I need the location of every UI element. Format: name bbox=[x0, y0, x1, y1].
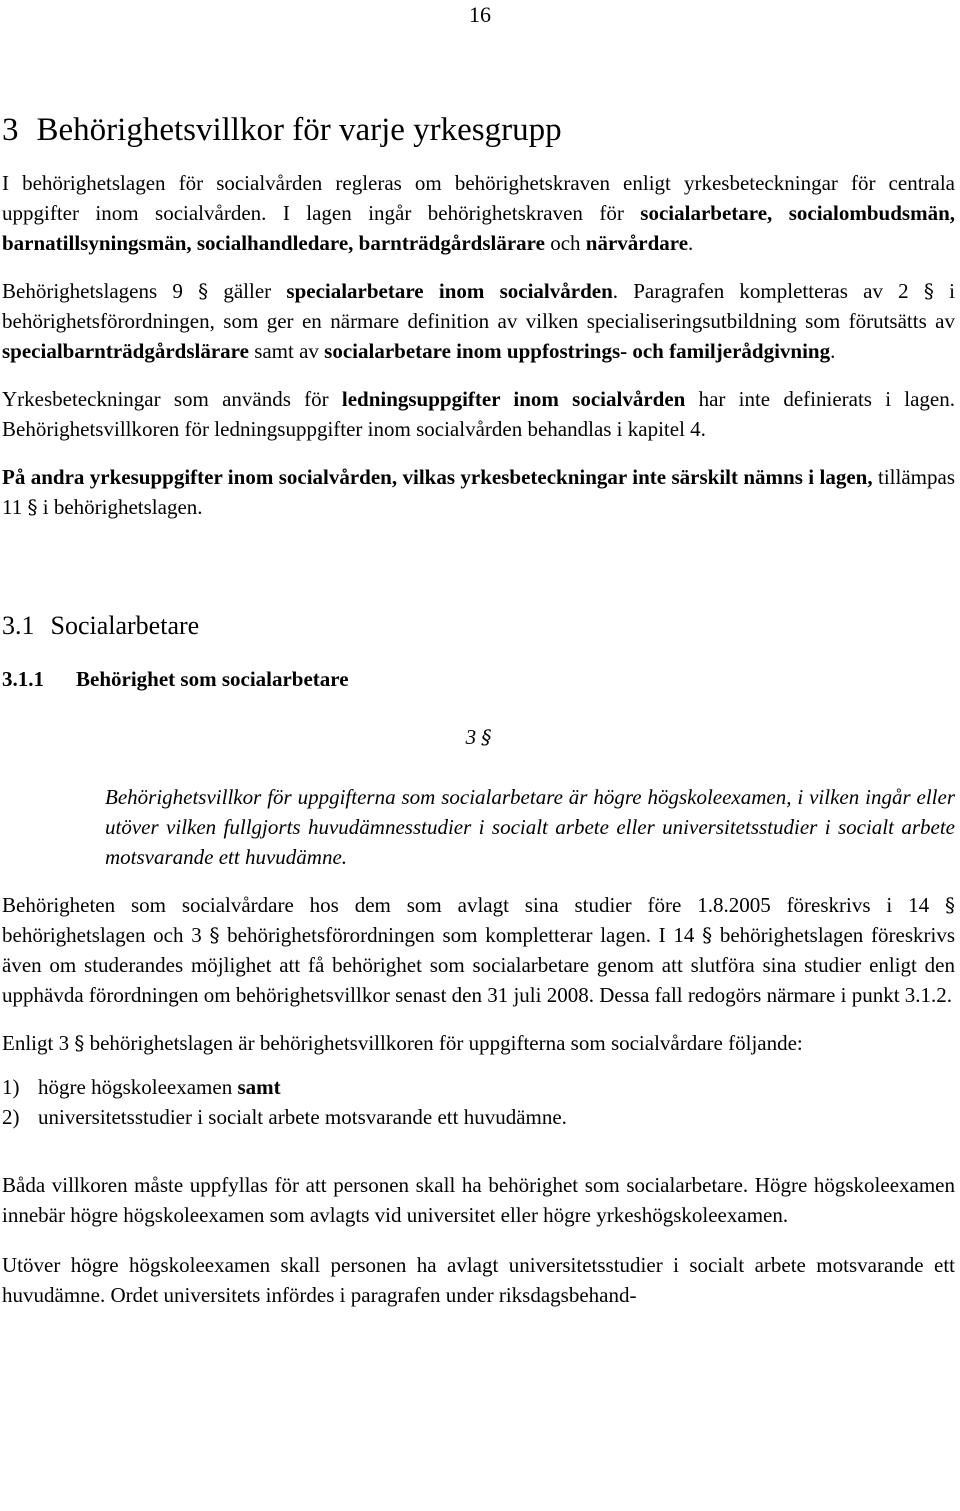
text-run: behörighetsförordningen som kompletterar lagen. I 14 bbox=[219, 923, 703, 947]
text-run: Behörighetslagens 9 bbox=[2, 279, 199, 303]
paragraph-specialarbetare bbox=[2, 276, 955, 366]
text-run: samt av bbox=[248, 339, 325, 363]
text-run: I behörighetslagen för socialvården regleras om behörighetskraven enligt yrkesbeteckningar för centrala uppgifter inom socialvården. I lagen ingår behörighetskraven för bbox=[2, 171, 955, 225]
section-sign: § bbox=[198, 279, 209, 303]
bold-run: ledningsuppgifter inom socialvården bbox=[341, 387, 686, 411]
bold-run: närvårdare bbox=[585, 231, 689, 255]
list-item bbox=[2, 1072, 955, 1102]
section-heading bbox=[2, 610, 955, 642]
text-run: . bbox=[830, 339, 836, 363]
subsection-heading bbox=[2, 664, 955, 694]
bold-run: specialbarnträdgårdslärare bbox=[2, 339, 249, 363]
chapter-title: Behörighetsvillkor för varje yrkesgrupp bbox=[36, 112, 562, 148]
section-number: 3.1 bbox=[2, 611, 35, 640]
paragraph-ledningsuppgifter bbox=[2, 384, 955, 444]
text-run: Yrkesbeteckningar som används för bbox=[2, 387, 342, 411]
section-sign: § bbox=[923, 279, 934, 303]
bold-run: specialarbetare inom socialvården bbox=[286, 279, 613, 303]
bold-run: socialarbetare, socialombudsmän, barnatillsyningsmän, socialhandledare, barnträdgårdslärare bbox=[2, 201, 955, 255]
subsection-number: 3.1.1 bbox=[2, 667, 44, 691]
list-item bbox=[2, 1102, 955, 1132]
chapter-heading bbox=[2, 110, 955, 150]
paragraph-andra-yrkesuppgifter bbox=[2, 462, 955, 522]
paragraph-utover: Utöver högre högskoleexamen skall personen ha avlagt universitetsstudier i socialt arbete motsvarande ett huvudämne. Ordet universitets infördes i paragrafen under riksdagsbehand- bbox=[2, 1253, 955, 1307]
law-paragraph-digit: 3 bbox=[465, 725, 477, 749]
list-item-bold: samt bbox=[237, 1075, 281, 1099]
list-item-number: 1) bbox=[2, 1075, 20, 1099]
paragraph-bada-villkoren: Båda villkoren måste uppfyllas för att personen skall ha behörighet som socialarbetare. Högre högskoleexamen innebär högre högskoleexamen som avlagts vid universitet eller högre yrkeshögskoleexamen. bbox=[2, 1173, 955, 1227]
page-content bbox=[2, 110, 955, 1310]
text-run: gäller bbox=[208, 279, 287, 303]
list-item-text: universitetsstudier i socialt arbete motsvarande ett huvudämne. bbox=[38, 1105, 567, 1129]
section-title: Socialarbetare bbox=[50, 611, 200, 640]
law-paragraph-number bbox=[2, 722, 955, 752]
chapter-number: 3 bbox=[2, 112, 19, 148]
bold-run: På andra yrkesuppgifter inom socialvården, vilkas yrkesbeteckningar inte särskilt nämns i lagen, bbox=[2, 465, 873, 489]
law-quote: Behörighetsvillkor för uppgifterna som socialarbetare är högre högskoleexamen, i vilken ingår eller utöver vilken fullgjorts huvudämnesstudier i socialt arbete eller universitetsstudier i socialt arbete motsvarande ett huvudämne. bbox=[105, 785, 955, 869]
text-run: . bbox=[688, 231, 694, 255]
text-run: har inte definierats i lagen. Behörighetsvillkoren för ledningsuppgifter inom socialvården behandlas i kapitel 4. bbox=[2, 387, 955, 441]
list-item-text: högre högskoleexamen bbox=[38, 1075, 238, 1099]
page-number: 16 bbox=[469, 2, 491, 27]
section-sign: § bbox=[74, 1031, 85, 1055]
text-run: . Paragrafen kompletteras av 2 bbox=[612, 279, 924, 303]
section-sign: § bbox=[27, 495, 38, 519]
text-run: tillämpas 11 bbox=[2, 465, 955, 519]
subsection-title: Behörighet som socialarbetare bbox=[76, 667, 349, 691]
bold-run: socialarbetare inom uppfostrings- och familjerådgivning bbox=[324, 339, 831, 363]
text-run: Behörigheten som socialvårdare hos dem som avlagt sina studier före 1.8.2005 föreskrivs i 14 bbox=[2, 893, 945, 917]
text-run: behörighetslagen och 3 bbox=[2, 923, 210, 947]
section-sign: § bbox=[209, 923, 220, 947]
section-sign: § bbox=[945, 893, 955, 917]
section-sign: § bbox=[702, 923, 713, 947]
text-run: Enligt 3 bbox=[2, 1031, 75, 1055]
text-run: behörighetslagen föreskrivs även om studerandes möjlighet att få behörighet som socialarbetare genom att slutföra sina studier enligt den upphävda förordningen om behörighetsvillkor senast den 31 juli 2008. Dessa fall redogörs närmare i punkt 3.1.2. bbox=[2, 923, 955, 1007]
text-run: i behörighetslagen. bbox=[37, 495, 203, 519]
requirements-list bbox=[2, 1072, 955, 1132]
list-item-number: 2) bbox=[2, 1105, 20, 1129]
paragraph-enligt bbox=[2, 1028, 955, 1058]
text-run: och bbox=[544, 231, 586, 255]
section-sign: § bbox=[481, 725, 492, 749]
paragraph-intro bbox=[2, 168, 955, 258]
paragraph-behorigheten bbox=[2, 890, 955, 1010]
text-run: behörighetslagen är behörighetsvillkoren för uppgifterna som socialvårdare följande: bbox=[84, 1031, 803, 1055]
text-run: i behörighetsförordningen, som ger en närmare definition av vilken specialiseringsutbildning som förutsätts av bbox=[2, 279, 955, 333]
